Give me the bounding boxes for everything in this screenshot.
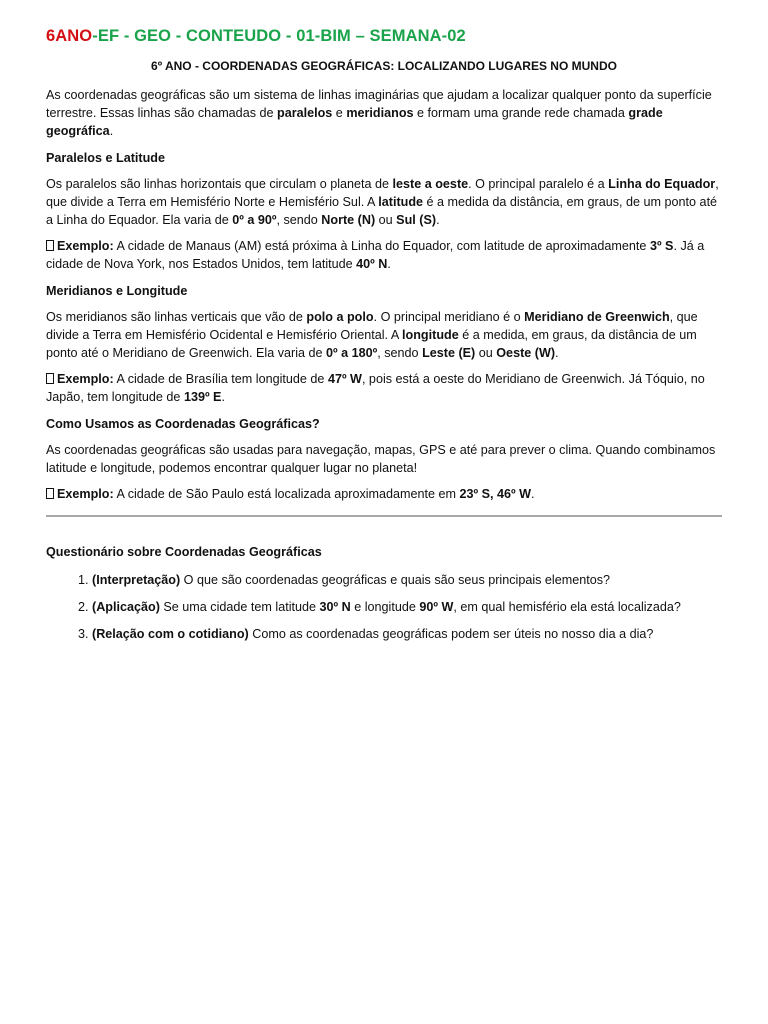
example-text: A cidade de Manaus (AM) está próxima à Linha do Equador, com latitude de aproximadamente [113,239,650,253]
question-value: 30º N [319,600,351,614]
question-text: , em qual hemisfério ela está localizada? [453,600,681,614]
example-text: . Já a cidade de Nova York, nos Estados Unidos, tem latitude [46,239,705,271]
latitude-text: , que divide a Terra em Hemisfério Norte e Hemisfério Sul. A [46,177,719,209]
example-text: . [531,487,535,501]
intro-text: . [109,124,114,138]
question-text: Como as coordenadas geográficas podem ser úteis no nosso dia a dia? [248,627,654,641]
document-title: 6º ANO - COORDENADAS GEOGRÁFICAS: LOCALIZANDO LUGARES NO MUNDO [151,59,617,73]
latitude-term: Norte (N) [321,213,376,227]
example-label: Exemplo: [57,372,114,386]
missing-glyph-box-icon [46,373,54,384]
longitude-text: . [555,346,559,360]
longitude-text: , que divide a Terra em Hemisfério Ocidental e Hemisfério Oriental. A [46,310,698,342]
latitude-text: ou [375,213,397,227]
latitude-term: Sul (S) [396,213,437,227]
quiz-question-1 [92,571,722,589]
header-grade: 6ANO [46,27,93,45]
question-tag: (Interpretação) [92,573,181,587]
usage-paragraph: As coordenadas geográficas são usadas para navegação, mapas, GPS e até para prever o clima. Quando combinamos latitude e longitude, podemos encontrar qualquer lugar no planeta! [46,443,716,475]
question-text: e longitude [350,600,420,614]
section-heading-usage: Como Usamos as Coordenadas Geográficas? [46,417,320,431]
latitude-text: , sendo [276,213,322,227]
quiz-question-3 [92,625,722,643]
missing-glyph-box-icon [46,240,54,251]
intro-text: e [332,106,347,120]
longitude-term: polo a polo [306,310,374,324]
intro-term-meridianos: meridianos [346,106,414,120]
section-divider [46,515,722,517]
example-value: 47º W [327,372,362,386]
intro-paragraph [46,86,722,140]
latitude-term: 0º a 90º [232,213,277,227]
example-text: A cidade de Brasília tem longitude de [113,372,328,386]
latitude-term: Linha do Equador [608,177,716,191]
longitude-text: é a medida, em graus, da distância de um ponto até o Meridiano de Greenwich. Ela varia de [46,328,697,360]
document-header [46,0,722,46]
question-text: Se uma cidade tem latitude [159,600,320,614]
latitude-term: leste a oeste [392,177,469,191]
longitude-text: , sendo [377,346,423,360]
latitude-text: é a medida da distância, em graus, de um ponto até a Linha do Equador. Ela varia de [46,195,718,227]
example-label: Exemplo: [57,239,114,253]
longitude-text: ou [475,346,497,360]
example-text: . [221,390,225,404]
section-heading-longitude: Meridianos e Longitude [46,284,188,298]
example-value: 3º S [649,239,674,253]
header-subject-code: -EF - GEO - CONTEUDO - 01-BIM – SEMANA-02 [92,27,466,45]
longitude-text: Os meridianos são linhas verticais que vão de [46,310,307,324]
longitude-term: 0º a 180º [326,346,378,360]
usage-example [46,485,722,503]
longitude-paragraph [46,308,722,362]
quiz-list [46,571,722,643]
question-value: 90º W [419,600,454,614]
latitude-text: Os paralelos são linhas horizontais que circulam o planeta de [46,177,393,191]
intro-term-paralelos: paralelos [277,106,333,120]
example-value: 139º E [183,390,222,404]
example-text: , pois está a oeste do Meridiano de Greenwich. Já Tóquio, no Japão, tem longitude de [46,372,705,404]
longitude-term: Meridiano de Greenwich [524,310,670,324]
example-value: 40º N [356,257,388,271]
example-label: Exemplo: [57,487,114,501]
question-text: O que são coordenadas geográficas e quais são seus principais elementos? [180,573,611,587]
intro-text: e formam uma grande rede chamada [413,106,629,120]
quiz-question-2 [92,598,722,616]
latitude-text: . [436,213,440,227]
section-heading-latitude: Paralelos e Latitude [46,151,165,165]
longitude-term: Leste (E) [422,346,476,360]
longitude-text: . O principal meridiano é o [373,310,525,324]
longitude-term: longitude [402,328,459,342]
example-text: . [387,257,391,271]
latitude-example [46,237,722,273]
quiz-heading: Questionário sobre Coordenadas Geográficas [46,545,322,559]
missing-glyph-box-icon [46,488,54,499]
latitude-term: latitude [378,195,424,209]
intro-term-grade: grade geográfica [46,106,663,138]
intro-text: As coordenadas geográficas são um sistema de linhas imaginárias que ajudam a localizar qualquer ponto da superfície terrestre. Essas linhas são chamadas de [46,88,712,120]
question-tag: (Relação com o cotidiano) [92,627,249,641]
question-tag: (Aplicação) [92,600,160,614]
example-text: A cidade de São Paulo está localizada aproximadamente em [113,487,460,501]
longitude-example [46,370,722,406]
longitude-term: Oeste (W) [496,346,556,360]
latitude-paragraph [46,175,722,229]
example-value: 23º S, 46º W [459,487,532,501]
latitude-text: . O principal paralelo é a [468,177,609,191]
